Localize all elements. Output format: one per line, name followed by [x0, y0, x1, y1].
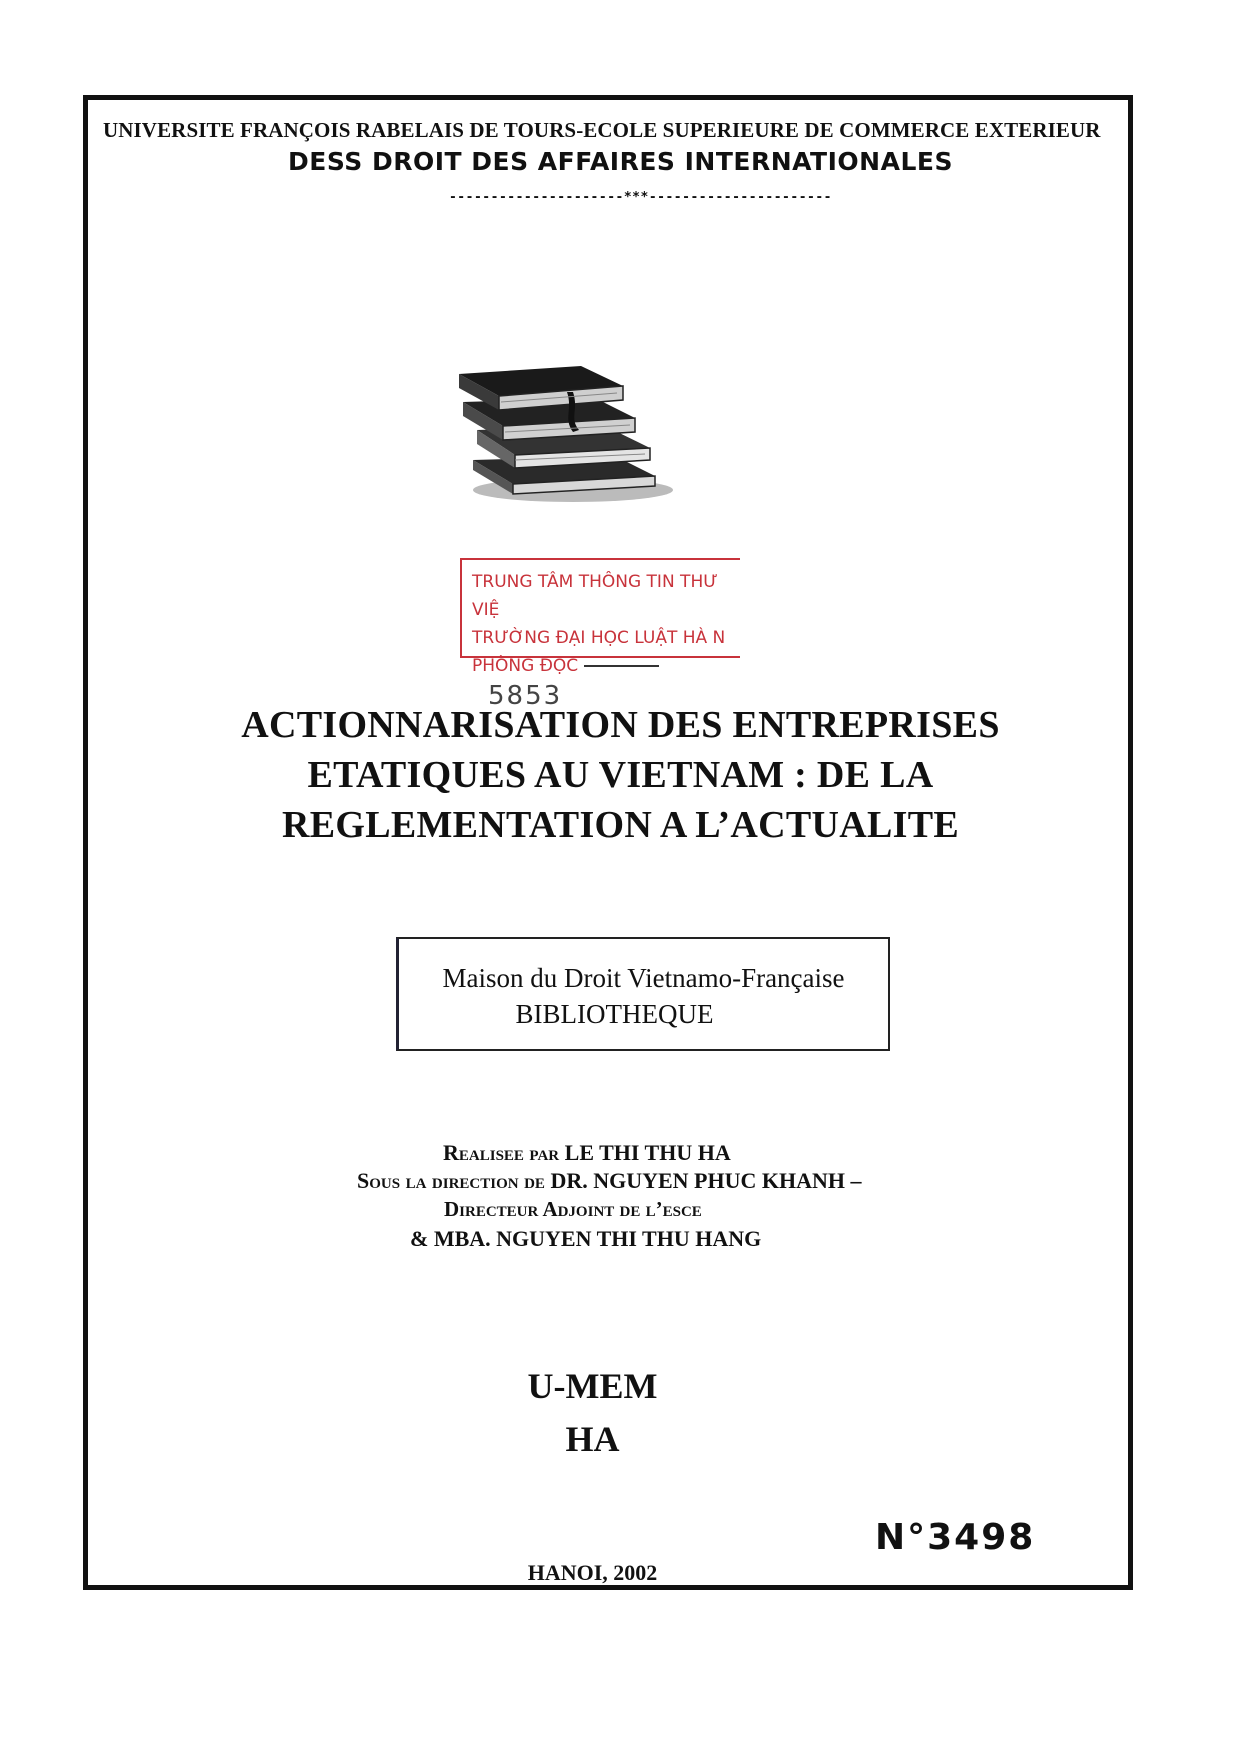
- stamp-line-2: TRƯỜNG ĐẠI HỌC LUẬT HÀ N: [472, 628, 726, 648]
- realisee-label: Realisee par: [443, 1140, 560, 1165]
- program-heading: DESS DROIT DES AFFAIRES INTERNATIONALES: [288, 147, 953, 176]
- direction-label: Sous la direction de: [357, 1168, 545, 1193]
- title-line-2: ETATIQUES AU VIETNAM : DE LA: [307, 754, 934, 796]
- library-ownership-box: [396, 937, 890, 1051]
- thesis-title: [0, 700, 1241, 850]
- catalog-number: N°3498: [875, 1517, 1036, 1558]
- director-title: [444, 1197, 702, 1222]
- director-title-text: Directeur Adjoint de l’esce: [444, 1197, 702, 1221]
- library-box-line-2: BIBLIOTHEQUE: [515, 999, 714, 1029]
- classification-suffix: HA: [565, 1419, 620, 1459]
- city-year: HANOI, 2002: [527, 1560, 658, 1585]
- author-name: LE THI THU HA: [564, 1140, 731, 1165]
- stamp-reading-room-label: PHÒNG ĐỌC: [472, 656, 579, 676]
- stamp-underline: [584, 665, 659, 667]
- title-line-3: REGLEMENTATION A L’ACTUALITE: [281, 804, 960, 846]
- book-stack-icon: [455, 360, 680, 505]
- university-heading: UNIVERSITE FRANÇOIS RABELAIS DE TOURS-ECOLE SUPERIEURE DE COMMERCE EXTERIEUR: [103, 118, 1101, 142]
- director-name: DR. NGUYEN PHUC KHANH –: [550, 1168, 862, 1193]
- library-box-line-1: Maison du Droit Vietnamo-Française: [442, 963, 845, 993]
- author-credit: [443, 1140, 731, 1166]
- stamp-line-1: TRUNG TÂM THÔNG TIN THƯ VIỆ: [472, 572, 718, 620]
- co-director-credit: & MBA. NGUYEN THI THU HANG: [410, 1226, 762, 1251]
- separator-line: ---------------------***----------------------: [448, 190, 833, 205]
- classification-code: U-MEM: [527, 1366, 658, 1406]
- stamp-handwritten-number: 5853: [488, 681, 563, 711]
- director-credit: [357, 1168, 862, 1194]
- title-line-1: ACTIONNARISATION DES ENTREPRISES: [241, 704, 1000, 746]
- library-stamp: [460, 558, 740, 711]
